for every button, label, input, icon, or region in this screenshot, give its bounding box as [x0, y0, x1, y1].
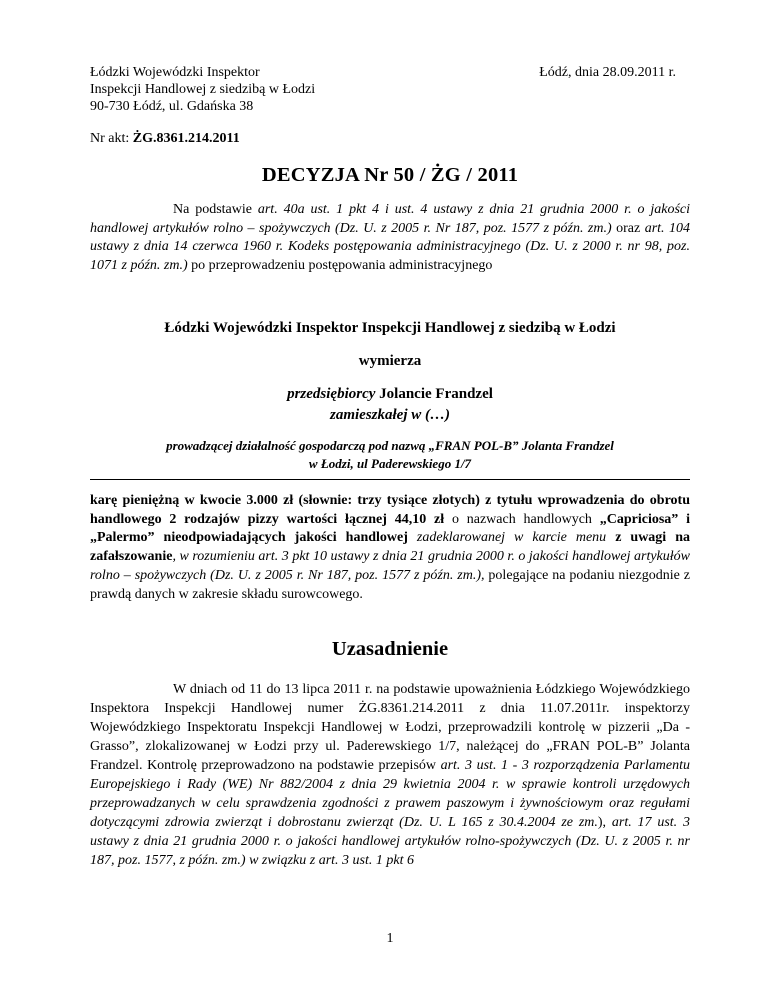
legal-citation: art. 17 ust. 3 ustawy z dnia 21 grudnia 2000 r. o jakości handlowej artykułów rolno-spożywczych (Dz. U. z 2005 r. nr 187, poz. 1577, z późn. zm.) w związku z art. 3 ust. 1 pkt 6 — [90, 815, 690, 868]
page-number: 1 — [386, 931, 394, 946]
entrepreneur-residence: zamieszkałej w (…) — [330, 407, 450, 423]
place-date: Łódź, dnia 28.09.2011 r. — [539, 65, 676, 80]
entrepreneur-name: Jolancie Frandzel — [375, 386, 493, 402]
justification-heading: Uzasadnienie — [331, 638, 449, 660]
text-run: ), — [597, 815, 612, 830]
decision-title: DECYZJA Nr 50 / ŻG / 2011 — [261, 164, 519, 186]
text-run: polegające na podaniu niezgodnie z prawdą danych w zakresie składu surowcowego. — [90, 567, 690, 602]
sender-line: 90-730 Łódź, ul. Gdańska 38 — [90, 99, 254, 114]
case-reference-number: ŻG.8361.214.2011 — [132, 131, 240, 146]
sender-address — [90, 64, 315, 115]
text-run-bold: „Capriciosa” i „Palermo” nieodpowiadających jakości handlowej — [90, 511, 690, 546]
document-page — [90, 0, 690, 994]
justification-paragraph — [90, 680, 690, 870]
entrepreneur-label: przedsiębiorcy — [287, 386, 376, 402]
text-run-italic: zadeklarowanej w karcie menu — [407, 530, 616, 546]
entrepreneur-block — [90, 384, 690, 426]
text-run-italic: , w rozumieniu art. 3 pkt 10 ustawy z dnia 21 grudnia 2000 r. o jakości handlowej artykułów rolno – spożywczych (Dz. U. z 2005 r. Nr 187, poz. 1577 z późn. zm.), — [90, 549, 690, 583]
text-run: Na podstawie — [173, 202, 258, 217]
sender-line: Łódzki Wojewódzki Inspektor — [90, 65, 260, 80]
case-reference — [90, 130, 240, 148]
legal-citation: art. 104 ustawy z dnia 14 czerwca 1960 r. Kodeks postępowania administracyjnego (Dz. U. z 2000 r. nr 98, poz. 1071 z późn. zm.) — [90, 220, 690, 273]
legal-basis-paragraph — [90, 201, 690, 275]
text-run-bold: z uwagi na zafałszowanie — [90, 530, 690, 565]
legal-citation: art. 3 ust. 1 - 3 rozporządzenia Parlamentu Europejskiego i Rady (WE) Nr 882/2004 z dnia 29 kwietnia 2004 r. w sprawie kontroli urzędowych przeprowadzanych w celu sprawdzenia zgodności z prawem paszowym i żywnościowym oraz regułami dotyczącymi zdrowia zwierząt i dobrostanu zwierząt (Dz. U. L 165 z 30.4.2004 ze zm. — [90, 758, 690, 830]
business-line: w Łodzi, ul Paderewskiego 1/7 — [308, 456, 472, 471]
text-run-bold: karę pieniężną w kwocie 3.000 zł (słownie: trzy tysiące złotych) z tytułu wprowadzenia do obrotu handlowego 2 rodzajów pizzy wartości łącznej 44,10 zł — [90, 493, 690, 527]
text-run: W dniach od 11 do 13 lipca 2011 r. na podstawie upoważnienia Łódzkiego Wojewódzkiego Inspektora Inspekcji Handlowej numer ŻG.8361.214.2011 z dnia 11.07.2011r. inspektorzy Wojewódzkiego Inspektoratu Inspekcji Handlowej w Łodzi, przeprowadzili kontrolę w pizzerii „Da - Grasso”, zlokalizowanej w Łodzi przy ul. Paderewskiego 1/7, należącej do „FRAN POL-B” Jolanta Frandzel. Kontrolę przeprowadzono na podstawie przepisów — [90, 682, 690, 773]
penalty-paragraph — [90, 492, 690, 604]
divider — [90, 479, 690, 480]
text-run: oraz — [611, 220, 645, 236]
case-reference-label: Nr akt: — [90, 131, 133, 146]
legal-citation: art. 40a ust. 1 pkt 4 i ust. 4 ustawy z dnia 21 grudnia 2000 r. o jakości handlowej artykułów rolno – spożywczych (Dz. U. z 2005 r. Nr 187, poz. 1577 z późn. zm.) — [90, 202, 690, 236]
business-info — [90, 437, 690, 473]
issuing-authority: Łódzki Wojewódzki Inspektor Inspekcji Handlowej z siedzibą w Łodzi — [164, 320, 616, 336]
text-run: po przeprowadzeniu postępowania administracyjnego — [187, 257, 493, 273]
business-line: prowadzącej działalność gospodarczą pod nazwą „FRAN POL-B” Jolanta Frandzel — [166, 438, 614, 453]
text-run: o nazwach handlowych — [444, 511, 600, 527]
sender-line: Inspekcji Handlowej z siedzibą w Łodzi — [90, 82, 316, 97]
letter-header — [90, 64, 690, 124]
imposes-heading: wymierza — [358, 353, 422, 369]
